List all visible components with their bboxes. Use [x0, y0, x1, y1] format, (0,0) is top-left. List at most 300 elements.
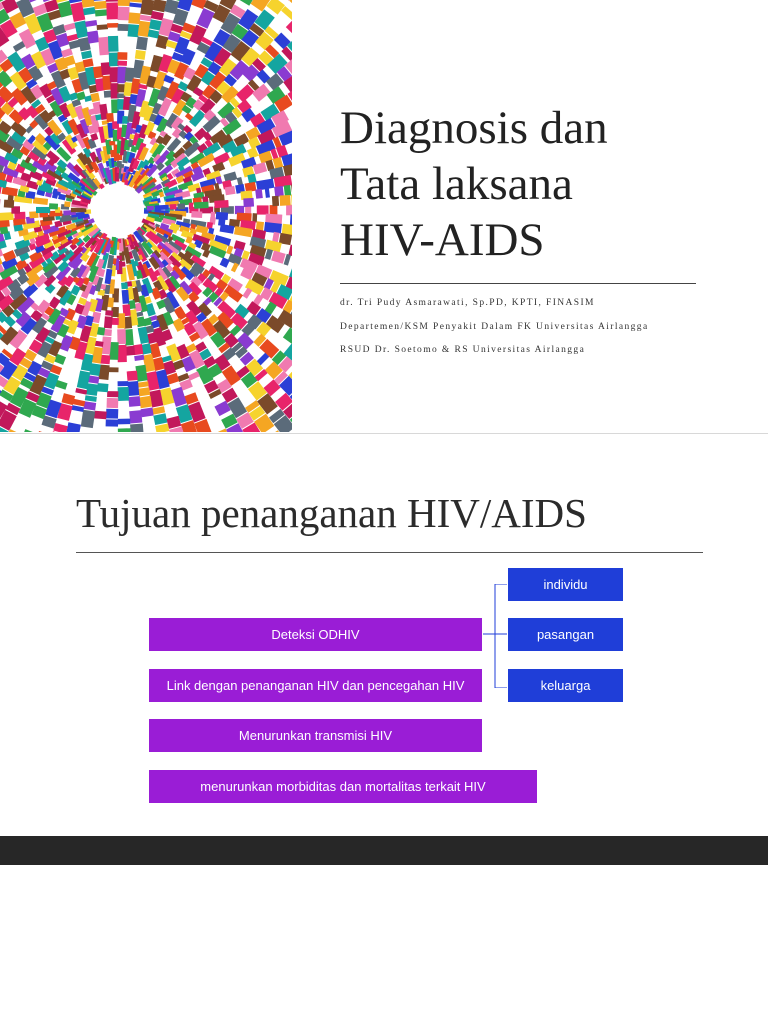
art-segment [0, 314, 4, 319]
art-segment [122, 67, 123, 84]
art-segment [236, 8, 241, 15]
art-segment [147, 355, 150, 371]
art-segment [39, 214, 48, 215]
art-segment [52, 65, 55, 72]
art-segment [63, 309, 66, 315]
art-segment [227, 351, 232, 358]
art-segment [74, 287, 78, 295]
art-segment [256, 88, 268, 98]
art-segment [290, 250, 293, 252]
art-segment [91, 396, 92, 401]
art-segment [110, 298, 111, 308]
art-segment [221, 261, 228, 264]
art-segment [108, 317, 109, 329]
art-segment [163, 220, 175, 223]
art-segment [84, 237, 89, 242]
art-segment [34, 312, 39, 319]
art-segment [111, 279, 112, 293]
art-segment [98, 341, 99, 346]
art-segment [63, 2, 67, 16]
art-segment [100, 327, 101, 335]
art-segment [11, 100, 16, 105]
art-segment [17, 262, 26, 267]
art-segment [199, 66, 205, 76]
art-segment [216, 291, 221, 295]
art-segment [271, 58, 283, 69]
art-segment [246, 34, 254, 44]
art-segment [36, 247, 44, 251]
art-segment [209, 276, 213, 279]
art-segment [260, 74, 266, 80]
target-box-partner: pasangan [508, 618, 623, 651]
art-segment [144, 67, 148, 84]
art-segment [91, 300, 94, 312]
art-segment [163, 56, 168, 72]
art-segment [214, 204, 228, 205]
art-segment [26, 220, 34, 221]
art-segment [255, 410, 260, 417]
art-segment [105, 63, 106, 75]
art-segment [212, 65, 218, 73]
art-segment [75, 278, 78, 283]
art-segment [191, 214, 202, 215]
radial-sequence-art [0, 0, 292, 432]
art-segment [163, 132, 166, 136]
art-segment [129, 287, 131, 299]
art-segment [106, 285, 107, 294]
art-segment [33, 200, 48, 202]
art-segment [233, 329, 237, 334]
art-segment [146, 297, 148, 303]
art-segment [250, 141, 259, 145]
art-segment [214, 392, 216, 397]
art-segment [0, 216, 13, 217]
art-segment [193, 334, 196, 339]
art-segment [83, 38, 86, 50]
art-segment [30, 240, 34, 242]
art-segment [187, 324, 193, 334]
art-segment [146, 0, 148, 14]
art-segment [183, 0, 187, 9]
art-segment [248, 178, 256, 180]
art-segment [5, 393, 8, 399]
art-segment [0, 180, 7, 184]
art-segment [207, 225, 213, 226]
art-segment [143, 85, 144, 89]
art-segment [86, 51, 87, 58]
art-segment [143, 22, 145, 37]
art-segment [102, 384, 103, 392]
art-segment [226, 16, 235, 31]
art-segment [241, 195, 252, 196]
art-segment [0, 166, 3, 169]
art-segment [138, 271, 141, 279]
art-segment [269, 366, 278, 375]
art-segment [9, 164, 16, 167]
art-segment [20, 187, 29, 189]
art-segment [128, 83, 129, 96]
art-segment [228, 249, 233, 251]
art-segment [187, 239, 192, 241]
art-segment [133, 25, 134, 37]
art-segment [59, 59, 63, 70]
art-segment [285, 259, 289, 260]
art-segment [270, 172, 283, 175]
art-segment [213, 93, 220, 101]
art-segment [12, 55, 22, 70]
art-segment [145, 397, 147, 408]
art-segment [94, 93, 96, 101]
art-segment [235, 244, 245, 247]
hospital-line: RSUD Dr. Soetomo & RS Universitas Airlangga [340, 345, 586, 355]
art-segment [250, 318, 259, 325]
art-segment [25, 286, 35, 296]
art-segment [13, 221, 25, 222]
goal-box-detection: Deteksi ODHIV [149, 618, 482, 651]
art-segment [289, 407, 293, 414]
art-segment [126, 247, 129, 263]
art-segment [137, 60, 140, 78]
art-segment [216, 216, 228, 217]
art-segment [158, 407, 159, 413]
art-segment [222, 382, 227, 390]
art-segment [37, 181, 42, 183]
art-segment [256, 62, 261, 67]
art-segment [259, 123, 273, 131]
art-segment [157, 358, 160, 369]
art-segment [7, 0, 13, 11]
art-segment [149, 304, 153, 315]
art-segment [267, 306, 274, 310]
art-segment [223, 346, 226, 350]
art-segment [14, 198, 32, 200]
art-segment [46, 363, 49, 369]
art-segment [135, 79, 137, 94]
art-segment [48, 153, 58, 161]
art-segment [145, 344, 147, 354]
art-segment [286, 51, 291, 56]
art-segment [266, 254, 271, 256]
art-segment [222, 295, 227, 299]
art-segment [58, 26, 61, 34]
art-segment [5, 23, 12, 35]
art-segment [153, 316, 154, 320]
art-segment [47, 388, 49, 393]
art-segment [284, 381, 292, 391]
art-segment [214, 165, 224, 169]
art-segment [139, 90, 142, 107]
art-segment [86, 354, 89, 370]
art-segment [243, 161, 256, 166]
art-segment [205, 290, 210, 295]
art-segment [3, 413, 11, 428]
art-segment [249, 151, 257, 155]
art-segment [180, 126, 183, 130]
art-segment [40, 39, 45, 50]
art-segment [155, 20, 157, 29]
art-segment [209, 198, 224, 200]
art-segment [3, 260, 16, 266]
art-segment [275, 142, 280, 144]
art-segment [41, 221, 53, 223]
art-segment [176, 25, 178, 32]
art-segment [0, 356, 5, 363]
art-segment [0, 53, 3, 61]
art-segment [60, 0, 63, 1]
art-segment [140, 317, 142, 326]
art-segment [256, 0, 266, 8]
art-segment [104, 295, 106, 311]
art-segment [193, 352, 201, 366]
art-segment [19, 276, 26, 281]
art-segment [279, 376, 283, 380]
art-segment [88, 316, 90, 325]
art-segment [244, 202, 254, 203]
art-segment [4, 62, 9, 69]
art-segment [42, 369, 45, 375]
art-segment [39, 6, 42, 14]
art-segment [151, 372, 155, 390]
art-segment [13, 351, 21, 363]
art-segment [261, 357, 265, 361]
art-segment [266, 218, 283, 219]
art-segment [94, 364, 96, 375]
art-segment [165, 331, 169, 340]
art-segment [289, 63, 292, 71]
art-segment [284, 190, 290, 191]
art-segment [139, 355, 140, 360]
art-segment [137, 345, 138, 355]
art-segment [134, 397, 135, 407]
art-segment [140, 366, 142, 382]
art-segment [0, 429, 3, 433]
art-segment [188, 115, 191, 119]
art-segment [283, 157, 292, 162]
art-segment [141, 37, 143, 49]
art-segment [39, 159, 45, 163]
art-segment [248, 131, 258, 137]
art-segment [0, 188, 1, 190]
art-segment [60, 425, 62, 432]
art-segment [238, 181, 243, 182]
art-segment [287, 332, 293, 339]
art-segment [63, 405, 67, 420]
art-segment [38, 232, 43, 234]
art-segment [89, 8, 90, 14]
art-segment [74, 137, 77, 141]
art-segment [24, 401, 30, 415]
art-segment [202, 188, 214, 191]
art-segment [259, 373, 263, 377]
art-segment [35, 377, 42, 393]
art-segment [245, 292, 250, 295]
art-segment [168, 77, 170, 83]
art-segment [183, 221, 190, 222]
art-segment [87, 0, 89, 7]
art-segment [50, 97, 53, 102]
art-segment [45, 50, 51, 64]
art-segment [15, 390, 23, 405]
art-segment [154, 321, 156, 327]
art-segment [265, 227, 282, 229]
art-segment [202, 246, 209, 249]
art-segment [112, 3, 113, 20]
art-segment [47, 308, 51, 314]
art-segment [33, 304, 37, 308]
art-segment [255, 27, 259, 33]
art-segment [0, 243, 6, 247]
art-segment [288, 349, 293, 359]
art-segment [84, 278, 87, 284]
art-segment [140, 51, 141, 60]
art-segment [243, 170, 253, 173]
art-segment [49, 356, 52, 362]
art-segment [139, 312, 140, 316]
art-segment [241, 224, 256, 226]
art-segment [275, 413, 279, 419]
art-segment [271, 275, 287, 282]
art-segment [144, 388, 145, 396]
art-segment [64, 204, 70, 205]
art-segment [257, 338, 262, 343]
art-segment [235, 252, 242, 255]
art-segment [68, 57, 71, 65]
art-segment [63, 212, 75, 213]
art-segment [116, 145, 117, 161]
art-segment [25, 56, 31, 67]
art-segment [42, 394, 47, 406]
art-segment [150, 77, 153, 88]
art-segment [235, 111, 240, 115]
art-segment [4, 204, 14, 205]
art-segment [253, 117, 263, 124]
art-segment [29, 215, 38, 216]
art-segment [241, 369, 245, 375]
art-segment [205, 74, 212, 83]
art-segment [175, 193, 189, 196]
art-segment [16, 242, 29, 247]
art-segment [51, 332, 54, 337]
art-segment [280, 200, 291, 201]
art-segment [142, 285, 146, 296]
art-segment [153, 31, 154, 38]
art-segment [56, 217, 61, 218]
art-segment [72, 68, 76, 79]
art-segment [15, 215, 26, 216]
art-segment [34, 228, 41, 230]
art-segment [241, 336, 250, 346]
art-segment [245, 186, 255, 188]
art-segment [71, 424, 74, 433]
art-segment [51, 401, 56, 416]
art-segment [169, 140, 179, 151]
art-segment [11, 406, 14, 412]
art-segment [7, 319, 12, 324]
art-segment [235, 346, 238, 350]
art-segment [77, 406, 78, 411]
art-segment [67, 395, 69, 404]
art-segment [205, 118, 217, 129]
art-segment [25, 380, 28, 386]
art-segment [79, 62, 81, 71]
art-segment [32, 122, 36, 126]
art-segment [93, 376, 94, 383]
art-segment [29, 16, 36, 32]
art-segment [64, 70, 67, 78]
art-segment [6, 352, 9, 355]
art-segment [73, 338, 77, 349]
art-segment [76, 3, 80, 21]
art-segment [93, 86, 94, 93]
art-segment [147, 408, 148, 416]
art-segment [30, 245, 36, 247]
art-segment [130, 346, 131, 355]
art-segment [273, 286, 278, 289]
art-segment [263, 292, 271, 296]
art-segment [81, 389, 82, 393]
title-divider [340, 283, 696, 284]
art-segment [182, 375, 184, 380]
art-segment [27, 183, 38, 186]
art-segment [201, 44, 205, 52]
art-segment [128, 329, 129, 345]
art-segment [185, 381, 188, 389]
art-segment [105, 121, 106, 125]
art-segment [219, 357, 226, 368]
art-segment [82, 372, 85, 389]
art-segment [233, 266, 237, 268]
art-segment [30, 173, 42, 178]
art-segment [199, 344, 203, 350]
art-segment [240, 103, 248, 110]
art-segment [2, 190, 17, 193]
art-segment [290, 220, 292, 221]
art-segment [0, 251, 2, 256]
author-line: dr. Tri Pudy Asmarawati, Sp.PD, KPTI, FINASIM [340, 298, 595, 308]
goal-box-linkage: Link dengan penanganan HIV dan pencegahan HIV [149, 669, 482, 702]
art-segment [55, 223, 62, 225]
art-segment [251, 249, 265, 253]
art-segment [197, 0, 200, 7]
art-segment [182, 406, 187, 421]
art-segment [122, 262, 123, 267]
art-segment [123, 268, 124, 282]
art-segment [101, 290, 102, 295]
art-segment [126, 305, 127, 316]
art-segment [219, 222, 226, 223]
art-segment [185, 50, 191, 63]
art-segment [227, 417, 232, 426]
art-segment [225, 0, 231, 7]
art-segment [193, 404, 200, 421]
art-segment [242, 271, 252, 276]
art-segment [279, 289, 291, 295]
art-segment [260, 155, 271, 159]
art-segment [281, 315, 292, 324]
art-segment [60, 382, 62, 388]
art-segment [32, 363, 38, 374]
art-segment [190, 394, 193, 403]
presentation-title [340, 100, 750, 268]
art-segment [249, 257, 263, 262]
art-segment [17, 167, 25, 170]
art-segment [210, 3, 213, 10]
art-segment [93, 134, 95, 140]
art-segment [205, 135, 210, 139]
art-segment [206, 39, 208, 43]
art-segment [114, 342, 115, 360]
art-segment [159, 415, 161, 424]
